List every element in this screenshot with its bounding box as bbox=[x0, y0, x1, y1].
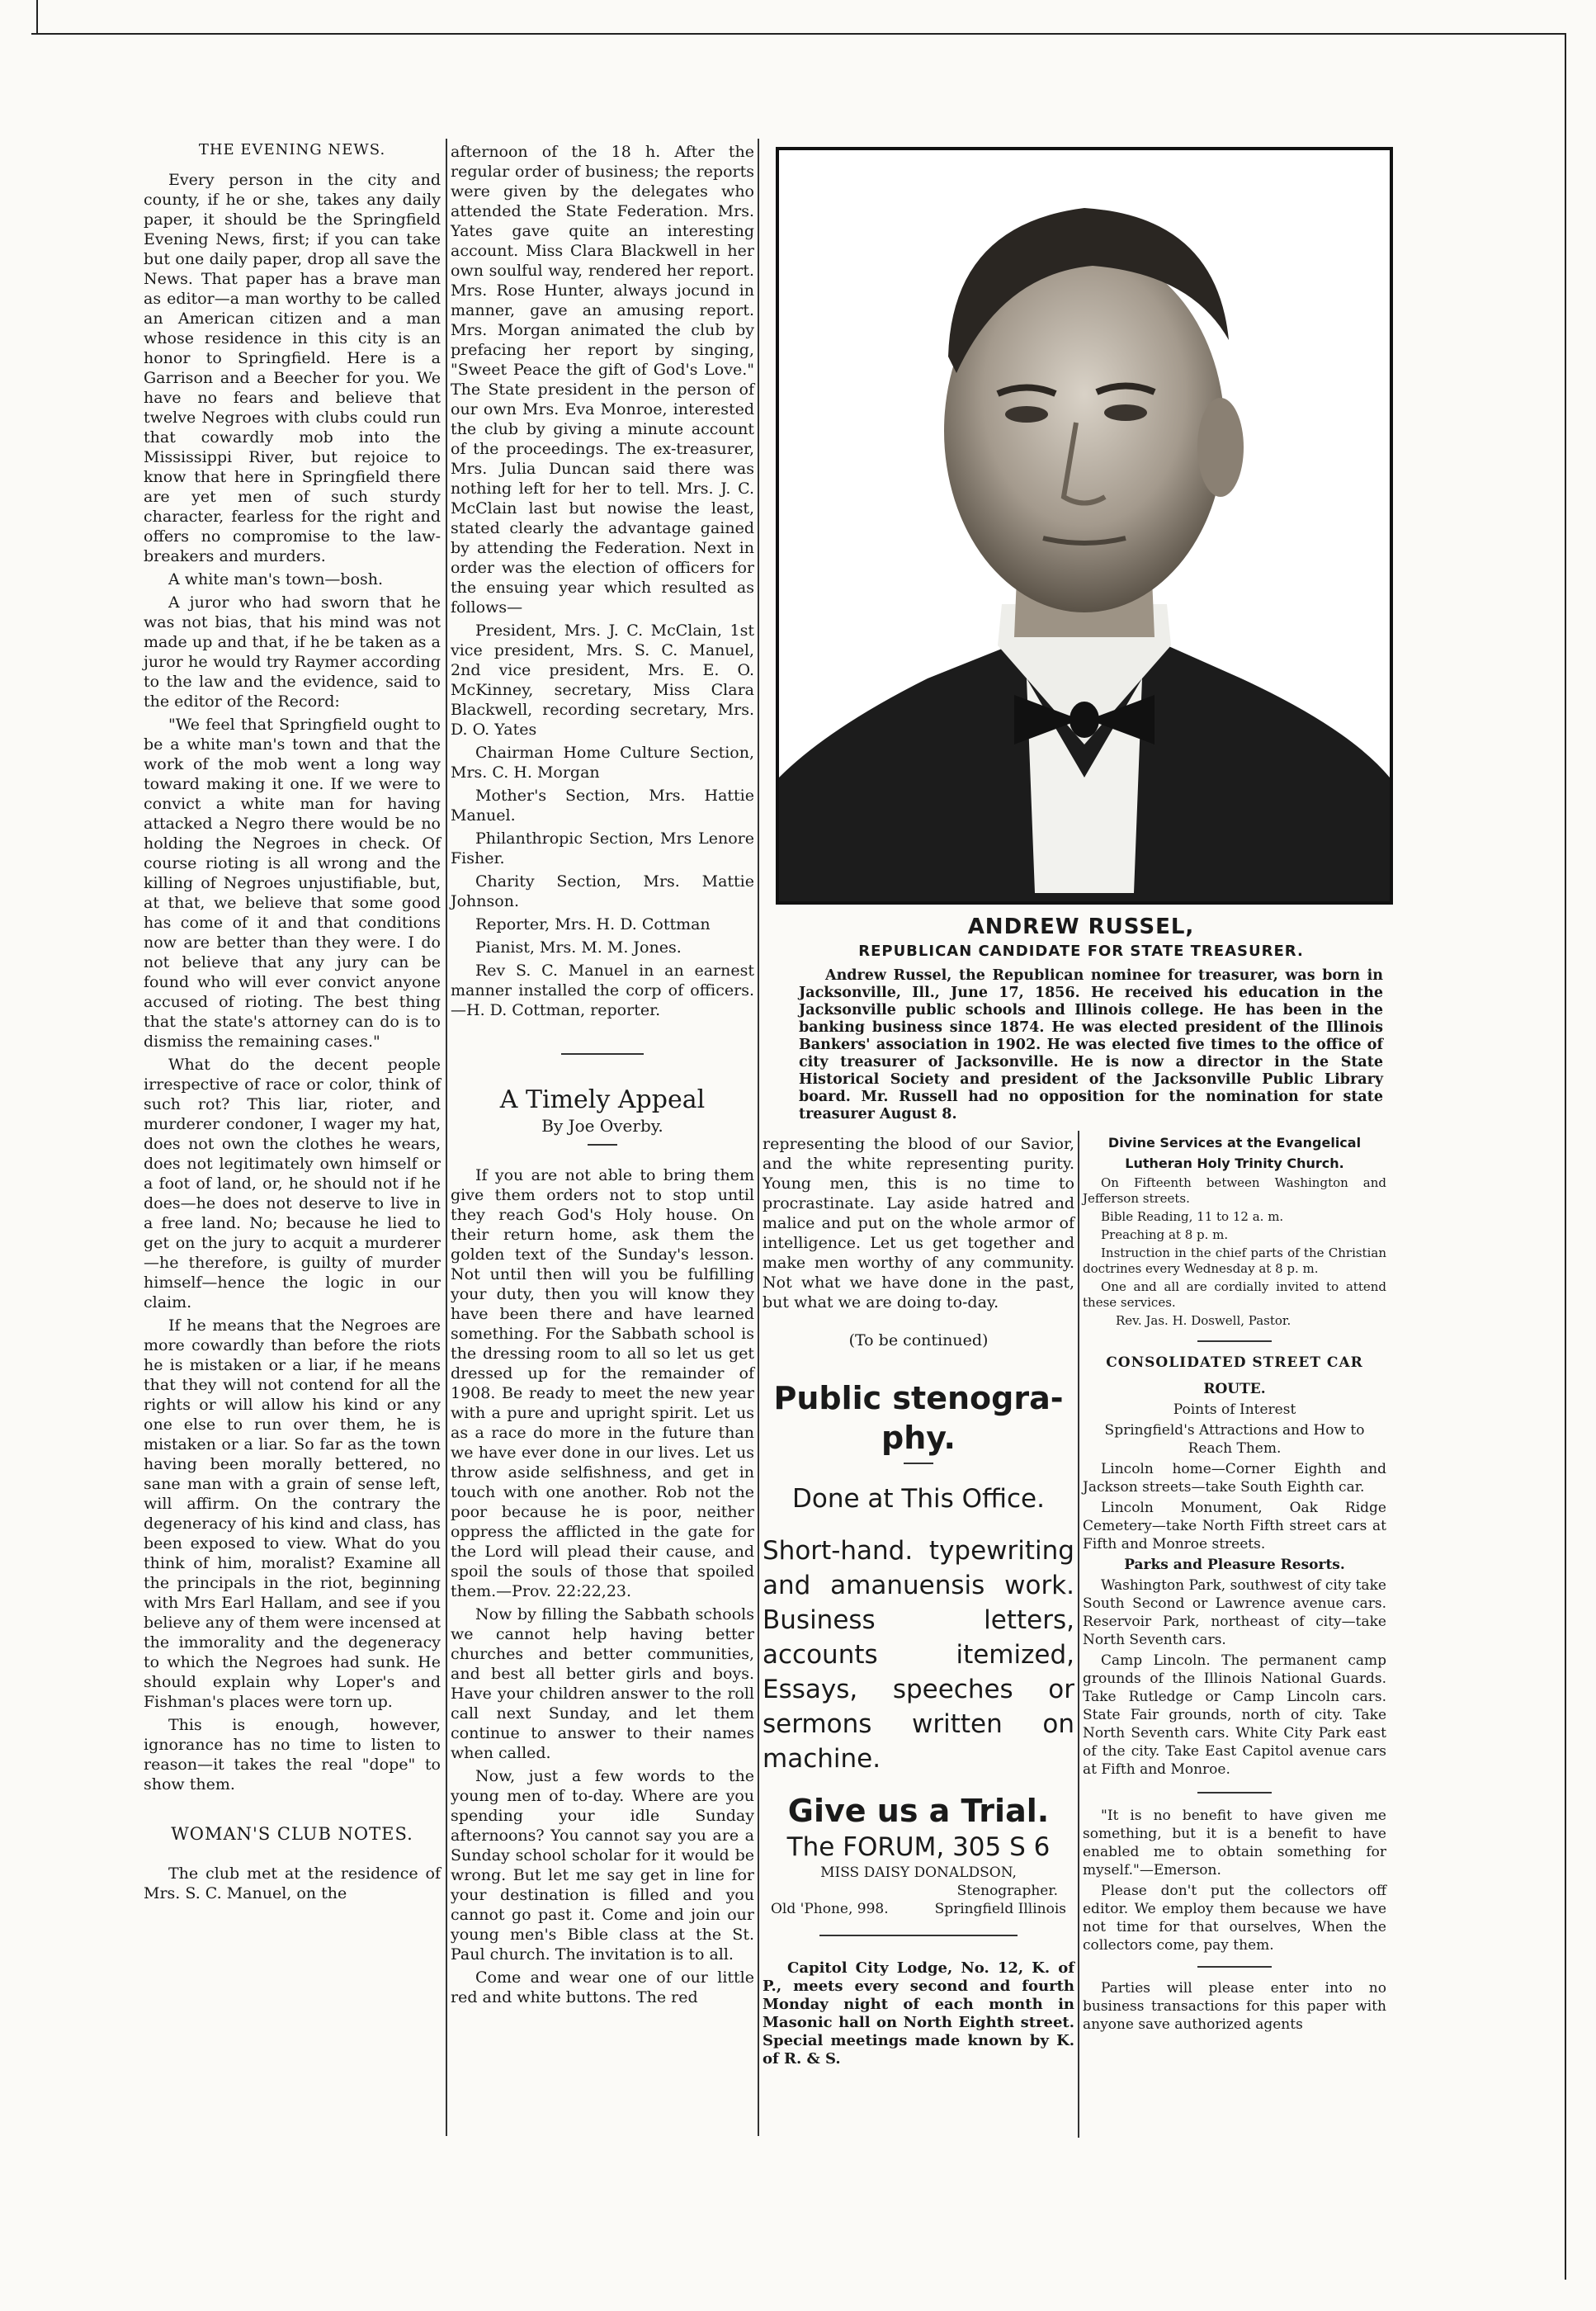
divider bbox=[561, 1053, 644, 1055]
church-line: Preaching at 8 p. m. bbox=[1101, 1227, 1229, 1242]
church-line: On Fifteenth between Washington and Jefferson streets. bbox=[1083, 1175, 1386, 1206]
portrait-illustration bbox=[779, 150, 1390, 901]
quote: "It is no benefit to have given me something, but it is a benefit to have enabled me to obtain something for myself."—Emerson. bbox=[1083, 1808, 1386, 1879]
column-2 bbox=[451, 142, 754, 2011]
divider bbox=[904, 1463, 933, 1464]
route-subtitle: ROUTE. bbox=[1203, 1381, 1266, 1397]
ad-text: Short-hand. typewriting and amanuensis work. Business letters, accounts itemized, Essays, speeches or sermons written on machine. bbox=[763, 1536, 1074, 1774]
paragraph: Come and wear one of our little red and white buttons. The red bbox=[451, 1968, 754, 2006]
paragraph: This is enough, however, ignorance has no time to listen to reason—it takes the real "dope" to show them. bbox=[144, 1716, 441, 1794]
paragraph: Reporter, Mrs. H. D. Cottman bbox=[475, 915, 711, 933]
divider bbox=[1197, 1340, 1272, 1342]
paragraph: Charity Section, Mrs. Mattie Johnson. bbox=[451, 872, 754, 910]
lodge-notice: Capitol City Lodge, No. 12, K. of P., meets every second and fourth Monday night of each month in Masonic hall on North Eighth street. Special meetings made known by K. of R. & S. bbox=[763, 1959, 1074, 2068]
ad-title: Public stenogra- bbox=[773, 1380, 1064, 1416]
ad-contact bbox=[763, 1900, 1074, 1918]
notice: Parties will please enter into no business transactions for this paper with anyone save authorized agents bbox=[1083, 1980, 1386, 2033]
portrait-name: ANDREW RUSSEL, bbox=[967, 914, 1195, 939]
column-4 bbox=[1083, 1134, 1386, 2036]
appeal-title: A Timely Appeal bbox=[499, 1085, 706, 1114]
divider bbox=[819, 1935, 1018, 1936]
ad-phone: Old 'Phone, 998. bbox=[771, 1901, 889, 1917]
church-line: Instruction in the chief parts of the Christian doctrines every Wednesday at 8 p. m. bbox=[1083, 1245, 1386, 1276]
club-notes-title: WOMAN'S CLUB NOTES. bbox=[171, 1824, 413, 1844]
continued-note: (To be continued) bbox=[848, 1331, 989, 1349]
ad-trial: Give us a Trial. bbox=[787, 1793, 1050, 1829]
column-rule-2 bbox=[758, 139, 759, 2136]
route-line: Washington Park, southwest of city take South Second or Lawrence avenue cars. Reservoir Park, northeast of city—take North Seventh cars. bbox=[1083, 1577, 1386, 1648]
paragraph: "We feel that Springfield ought to be a white man's town and that the work of the mob went a long way toward making it one. If we were to convict a white man for having attacked a Negro there would be no holding the Negroes in check. Of course rioting is all wrong and the killing of Negroes unjustifiable, but, at that, we believe that some good has come of it and that conditions now are better than they were. I do not believe that any jury can be found who will ever convict anyone accused of rioting. The best thing that the state's attorney can do is to dismiss the remaining cases." bbox=[144, 716, 441, 1051]
paragraph: afternoon of the 18 h. After the regular order of business; the reports were given by the delegates who attended the State Federation. Mrs. Yates gave quite an interesting account. Miss Clara Blackwell in her own soulful way, rendered her report. Mrs. Rose Hunter, always jocund in manner, gave an amusing report. Mrs. Morgan animated the club by prefacing her report by singing, "Sweet Peace the gift of God's Love." The State president in the person of our own Mrs. Eva Monroe, interested the club by giving a minute account of the proceedings. The ex-treasurer, Mrs. Julia Duncan said there was nothing left for her to tell. Mrs. J. C. McClain last but nowise the least, stated clearly the advantage gained by attending the Federation. Next in order was the election of officers for the ensuing year which resulted as follows— bbox=[451, 143, 754, 617]
ad-name: MISS DAISY DONALDSON, bbox=[820, 1864, 1017, 1881]
paragraph: Now, just a few words to the young men of to-day. Where are you spending your idle Sunday afternoons? You cannot say you are a Sunday school scholar for it would be wrong. But let me say get in line for your destination is filled and you cannot go past it. Come and join our young men's Bible class at the St. Paul church. The invitation is to all. bbox=[451, 1767, 754, 1964]
portrait-bio: Andrew Russel, the Republican nominee for treasurer, was born in Jacksonville, Ill., June 17, 1856. He received his education in the Jacksonville public schools and Illinois college. He has been in the banking business since 1874. He was elected president of the Illinois Bankers' association in 1902. He was elected five times to the office of city treasurer of Jacksonville. He is now a director in the State Historical Society and president of the Jacksonville Public Library board. Mr. Russell had no opposition for the nomination for state treasurer August 8. bbox=[799, 967, 1383, 1122]
portrait-subtitle: REPUBLICAN CANDIDATE FOR STATE TREASURER. bbox=[858, 943, 1304, 960]
divider bbox=[1197, 1792, 1272, 1794]
paragraph: A white man's town—bosh. bbox=[168, 570, 384, 588]
appeal-byline: By Joe Overby. bbox=[541, 1116, 663, 1136]
church-title: Lutheran Holy Trinity Church. bbox=[1125, 1156, 1344, 1171]
notice: Please don't put the collectors off editor. We employ them because we have not time for that ourselves, When the collectors come, pay them. bbox=[1083, 1883, 1386, 1954]
paragraph: Rev S. C. Manuel in an earnest manner installed the corp of officers.—H. D. Cottman, reporter. bbox=[451, 962, 754, 1019]
column-rule-3 bbox=[1078, 1131, 1079, 2138]
route-line: Lincoln home—Corner Eighth and Jackson streets—take South Eighth car. bbox=[1083, 1461, 1386, 1496]
paragraph: Philanthropic Section, Mrs Lenore Fisher. bbox=[451, 829, 754, 867]
paragraph: Now by filling the Sabbath schools we cannot help having better churches and better communities, and best all better girls and boys. Have your children answer to the roll call next Sunday, and let them continue to answer to their names when called. bbox=[451, 1605, 754, 1762]
church-line: Bible Reading, 11 to 12 a. m. bbox=[1101, 1209, 1284, 1224]
route-title: CONSOLIDATED STREET CAR bbox=[1106, 1354, 1363, 1371]
column-3 bbox=[763, 1134, 1074, 2072]
church-line: One and all are cordially invited to attend these services. bbox=[1083, 1279, 1386, 1310]
ad-title: phy. bbox=[881, 1420, 956, 1456]
church-title: Divine Services at the Evangelical bbox=[1107, 1135, 1362, 1151]
section-heading: THE EVENING NEWS. bbox=[198, 141, 386, 158]
divider bbox=[588, 1144, 617, 1146]
ad-address: The FORUM, 305 S 6 bbox=[786, 1832, 1051, 1862]
route-poi: Points of Interest bbox=[1173, 1401, 1296, 1418]
paragraph: If he means that the Negroes are more cowardly than before the riots he is mistaken or a liar, if he means that they will not contend for all the rights or will allow his kind or any one else to run over them, he is mistaken or a liar. So far as the town having been morally bettered, no sane man with a grain of sense left, will affirm. On the contrary the degeneracy of his kind and class, has been exposed to view. What do you think of him, moralist? Examine all the principals in the riot, beginning with Mrs Earl Hallam, and see if you believe any of them were incensed at the immorality and the degeneracy to which the Negroes had sunk. He should explain why Loper's and Fishman's places were torn up. bbox=[144, 1316, 441, 1711]
paragraph: Every person in the city and county, if he or she, takes any daily paper, it should be the Springfield Evening News, first; if you can take but one daily paper, drop all save the News. That paper has a brave man as editor—a man worthy to be called an American citizen and a man whose residence in this city is an honor to Springfield. Here is a Garrison and a Beecher for you. We have no fears and believe that twelve Negroes with clubs could run that cowardly mob into the Mississippi River, but rejoice to know that here in Springfield there are yet men of such sturdy character, fearless for the right and offers no compromise to the law-breakers and murders. bbox=[144, 171, 441, 565]
paragraph: What do the decent people irrespective of race or color, think of such rot? This liar, rioter, and murderer condoner, I wager my hat, does not own the clothes he wears, does not legitimately own himself or a foot of land, or, he should not if he does—he does not deserve to live in a free land. No; because he lied to get on the jury to acquit a murderer—he therefore, is guilty of murder himself—hence the logic in our claim. bbox=[144, 1056, 441, 1311]
paragraph: The club met at the residence of Mrs. S. C. Manuel, on the bbox=[144, 1864, 441, 1902]
paragraph: Pianist, Mrs. M. M. Jones. bbox=[475, 938, 682, 957]
column-rule-1 bbox=[446, 139, 447, 2136]
route-line: Lincoln Monument, Oak Ridge Cemetery—take North Fifth street cars at Fifth and Monroe streets. bbox=[1083, 1500, 1386, 1552]
paragraph: A juror who had sworn that he was not bias, that his mind was not made up and that, if he be taken as a juror he would try Raymer according to the law and the evidence, said to the editor of the Record: bbox=[144, 593, 441, 711]
paragraph: President, Mrs. J. C. McClain, 1st vice president, Mrs. S. C. Manuel, 2nd vice president, Mrs. E. O. McKinney, secretary, Miss Clara Blackwell, recording secretary, Mrs. D. O. Yates bbox=[451, 621, 754, 739]
ad-role: Stenographer. bbox=[956, 1883, 1058, 1899]
ad-city: Springfield Illinois bbox=[934, 1901, 1066, 1917]
route-line: Camp Lincoln. The permanent camp grounds of the Illinois National Guards. Take Rutledge or Camp Lincoln cars. State Fair grounds, north of city. Take North Seventh cars. White City Park east of the city. Take East Capitol avenue cars at Fifth and Monroe. bbox=[1083, 1652, 1386, 1778]
corner-crop-mark bbox=[0, 0, 38, 33]
paragraph: If you are not able to bring them give them orders not to stop until they reach God's Holy house. On their return home, ask them the golden text of the Sunday's lesson. Not until then will you be fulfilling your duty, then you will know they have been there and have learned something. For the Sabbath school is the dressing room to all so let us get dressed up for the remainder of 1908. Be ready to meet the new year with a pure and upright spirit. Let us as a race do more in the future than we have ever done in our lives. Let us throw aside selfishness, and get in touch with one another. Rob not the poor because he is poor, neither oppress the afflicted in the gate for the Lord will plead their cause, and spoil the souls of those that spoiled them.—Prov. 22:22,23. bbox=[451, 1166, 754, 1600]
divider bbox=[1197, 1966, 1272, 1968]
paragraph: representing the blood of our Savior, and the white representing purity. Young men, this is no time to procrastinate. Lay aside hatred and malice and put on the whole armor of intelligence. Let us get together and make men worthy of any community. Not what we have done in the past, but what we are doing to-day. bbox=[763, 1135, 1074, 1311]
parks-title: Parks and Pleasure Resorts. bbox=[1124, 1557, 1345, 1573]
route-poi-2: Springfield's Attractions and How to Reach Them. bbox=[1104, 1422, 1365, 1457]
church-pastor: Rev. Jas. H. Doswell, Pastor. bbox=[1116, 1313, 1291, 1328]
column-1 bbox=[144, 140, 441, 1907]
ad-subtitle: Done at This Office. bbox=[792, 1484, 1045, 1514]
paragraph: Mother's Section, Mrs. Hattie Manuel. bbox=[451, 787, 754, 825]
portrait-photo bbox=[776, 147, 1393, 905]
paragraph: Chairman Home Culture Section, Mrs. C. H. Morgan bbox=[451, 744, 754, 782]
